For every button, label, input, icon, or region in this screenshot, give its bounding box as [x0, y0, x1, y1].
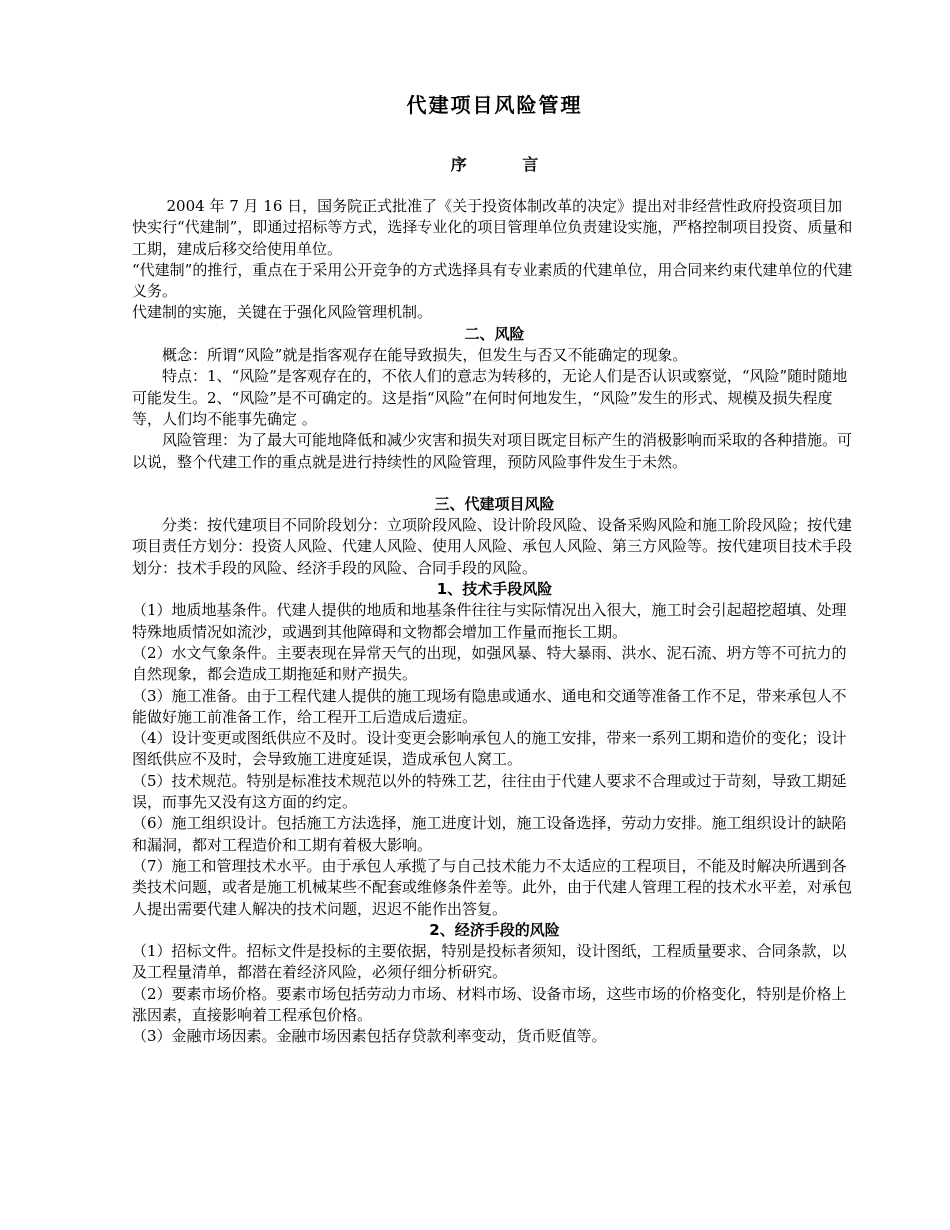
document-page — [132, 88, 857, 1048]
tech-risk-item: （1）地质地基条件。代建人提供的地质和地基条件往往与实际情况出入很大，施工时会引起超挖超填、处理特殊地质情况如流沙，或遇到其他障碍和文物都会增加工作量而拖长工期。 — [132, 601, 847, 641]
document-title: 代建项目风险管理 — [406, 93, 583, 117]
spacer — [132, 473, 857, 494]
tech-risk-item: （7）施工和管理技术水平。由于承包人承揽了与自己技术能力不太适应的工程项目，不能及时解决所遇到各类技术问题，或者是施工机械某些不配套或维修条件差等。此外，由于代建人管理工程的技术水平差，对承包人提出需要代建人解决的技术问题，迟迟不能作出答复。 — [132, 856, 853, 918]
document-body — [132, 196, 857, 1048]
risk-concept-paragraph: 概念：所谓“风险”就是指客观存在能导致损失，但发生与否又不能确定的现象。 — [162, 346, 688, 365]
preface-paragraph-1: 2004 年 7 月 16 日，国务院正式批准了《关于投资体制改革的决定》提出对非经营性政府投资项目加快实行“代建制”，即通过招标等方式，选择专业化的项目管理单位负责建设实施，严格控制项目投资、质量和工期，建成后移交给使用单位。 — [132, 197, 853, 258]
tech-risk-item: （4）设计变更或图纸供应不及时。设计变更会影响承包人的施工安排，带来一系列工期和造价的变化；设计图纸供应不及时，会导致施工进度延误，造成承包人窝工。 — [132, 729, 847, 769]
econ-risk-item: （3）金融市场因素。金融市场因素包括存贷款利率变动，货币贬值等。 — [132, 1027, 607, 1046]
subheading-econ-risk: 2、经济手段的风险 — [429, 920, 560, 939]
tech-risk-item: （3）施工准备。由于工程代建人提供的施工现场有隐患或通水、通电和交通等准备工作不足，带来承包人不能做好施工前准备工作，给工程开工后造成后遗症。 — [132, 686, 847, 726]
preface-heading: 序 言 — [450, 155, 539, 174]
section-heading-project-risk: 三、代建项目风险 — [434, 494, 555, 513]
preface-paragraph-2: “代建制”的推行，重点在于采用公开竞争的方式选择具有专业素质的代建单位，用合同来约束代建单位的代建义务。 — [132, 260, 853, 301]
econ-risk-item: （1）招标文件。招标文件是投标的主要依据，特别是投标者须知，设计图纸，工程质量要求、合同条款，以及工程量清单，都潜在着经济风险，必须仔细分析研究。 — [132, 942, 847, 982]
risk-features-paragraph: 特点：1、“风险”是客观存在的，不依人们的意志为转移的，无论人们是否认识或察觉，“风险”随时随地可能发生。2、“风险”是不可确定的。这是指“风险”在何时何地发生，“风险”发生的形式、规模及损失程度等，人们均不能事先确定 。 — [132, 367, 848, 428]
tech-risk-item: （6）施工组织设计。包括施工方法选择，施工进度计划，施工设备选择，劳动力安排。施工组织设计的缺陷和漏洞，都对工程造价和工期有着极大影响。 — [132, 814, 847, 854]
tech-risk-item: （5）技术规范。特别是标准技术规范以外的特殊工艺，往往由于代建人要求不合理或过于苛刻，导致工期延误，而事先又没有这方面的约定。 — [132, 771, 847, 812]
subheading-tech-risk: 1、技术手段风险 — [436, 580, 553, 599]
risk-management-paragraph: 风险管理：为了最大可能地降低和减少灾害和损失对项目既定目标产生的消极影响而采取的各种措施。可以说，整个代建工作的重点就是进行持续性的风险管理，预防风险事件发生于未然。 — [132, 431, 853, 471]
preface-paragraph-3: 代建制的实施，关键在于强化风险管理机制。 — [132, 303, 433, 322]
classification-paragraph: 分类：按代建项目不同阶段划分：立项阶段风险、设计阶段风险、设备采购风险和施工阶段风险；按代建项目责任方划分：投资人风险、代建人风险、使用人风险、承包人风险、第三方风险等。按代建项目技术手段划分：技术手段的风险、经济手段的风险、合同手段的风险。 — [132, 516, 853, 577]
section-heading-risk: 二、风险 — [464, 324, 525, 343]
tech-risk-item: （2）水文气象条件。主要表现在异常天气的出现，如强风暴、特大暴雨、洪水、泥石流、坍方等不可抗力的自然现象，都会造成工期拖延和财产损失。 — [132, 643, 847, 684]
econ-risk-item: （2）要素市场价格。要素市场包括劳动力市场、材料市场、设备市场，这些市场的价格变化，特别是价格上涨因素，直接影响着工程承包价格。 — [132, 984, 847, 1024]
